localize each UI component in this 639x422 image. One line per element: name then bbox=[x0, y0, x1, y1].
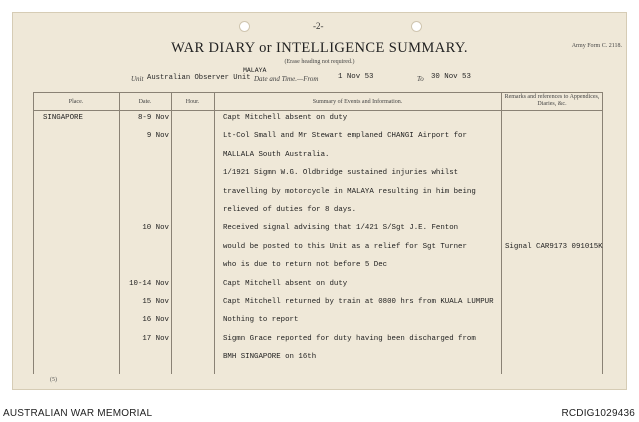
row-summary: MALLALA South Australia. bbox=[223, 150, 330, 159]
row-summary: Sigmn Grace reported for duty having been discharged from bbox=[223, 334, 476, 343]
header-remarks: Remarks and references to Appendices, Diaries, &c. bbox=[504, 94, 600, 107]
unit-prefix: Unit bbox=[131, 75, 144, 83]
punch-hole bbox=[239, 21, 250, 32]
row-summary: BMH SINGAPORE on 16th bbox=[223, 353, 317, 362]
row-summary: Capt Mitchell absent on duty bbox=[223, 279, 348, 288]
page-number: -2- bbox=[313, 21, 324, 31]
row-summary: relieved of duties for 8 days. bbox=[223, 206, 357, 214]
row-remarks: Signal CAR9173 091015K bbox=[505, 242, 603, 251]
row-place: SINGAPORE bbox=[43, 114, 83, 122]
column-rule bbox=[171, 92, 172, 374]
header-date: Date. bbox=[138, 99, 152, 105]
location-overtype: MALAYA bbox=[243, 67, 267, 74]
column-rule bbox=[602, 92, 603, 374]
column-rule bbox=[33, 92, 34, 374]
row-summary: who is due to return not before 5 Dec bbox=[223, 261, 388, 270]
credit-right: RCDIG1029436 bbox=[561, 408, 635, 419]
row-summary: Lt-Col Small and Mr Stewart emplaned CHANGI Airport for bbox=[223, 132, 467, 141]
row-date: 17 Nov bbox=[142, 334, 169, 343]
row-summary: 1/1921 Sigmn W.G. Oldbridge sustained injuries whilst bbox=[223, 169, 459, 178]
row-date: 10 Nov bbox=[142, 224, 169, 233]
row-date: 8-9 Nov bbox=[137, 114, 169, 122]
form-reference: Army Form C. 2118. bbox=[571, 43, 622, 49]
row-summary: Received signal advising that 1/421 S/Sgt J.E. Fenton bbox=[223, 224, 459, 233]
unit-name: Australian Observer Unit bbox=[147, 74, 251, 82]
footer-mark: (5) bbox=[50, 377, 57, 383]
header-summary: Summary of Events and Information. bbox=[312, 99, 403, 105]
credit-left: AUSTRALIAN WAR MEMORIAL bbox=[3, 408, 153, 419]
row-summary: Capt Mitchell absent on duty bbox=[223, 114, 348, 122]
row-summary: Capt Mitchell returned by train at 0800 hrs from KUALA LUMPUR bbox=[223, 298, 494, 306]
column-rule bbox=[214, 92, 215, 374]
date-to: 30 Nov 53 bbox=[431, 73, 471, 81]
row-date: 15 Nov bbox=[142, 298, 169, 306]
diary-page bbox=[12, 12, 627, 390]
column-rule bbox=[501, 92, 502, 374]
punch-hole bbox=[411, 21, 422, 32]
row-date: 9 Nov bbox=[146, 132, 169, 141]
row-summary: travelling by motorcycle in MALAYA resulting in him being bbox=[223, 187, 476, 196]
to-label: To bbox=[417, 75, 424, 83]
row-summary: Nothing to report bbox=[223, 316, 299, 325]
row-summary: would be posted to this Unit as a relief for Sgt Turner bbox=[223, 242, 467, 251]
page-subtitle: (Erase heading not required.) bbox=[284, 59, 355, 65]
header-hour: Hour. bbox=[185, 99, 200, 105]
diary-table bbox=[33, 92, 603, 374]
row-date: 16 Nov bbox=[142, 316, 169, 325]
row-date: 10-14 Nov bbox=[129, 279, 169, 288]
header-place: Place. bbox=[68, 99, 84, 105]
page-title: WAR DIARY or INTELLIGENCE SUMMARY. bbox=[171, 40, 468, 56]
date-time-label: Date and Time.—From bbox=[254, 75, 319, 83]
date-from: 1 Nov 53 bbox=[338, 73, 374, 81]
